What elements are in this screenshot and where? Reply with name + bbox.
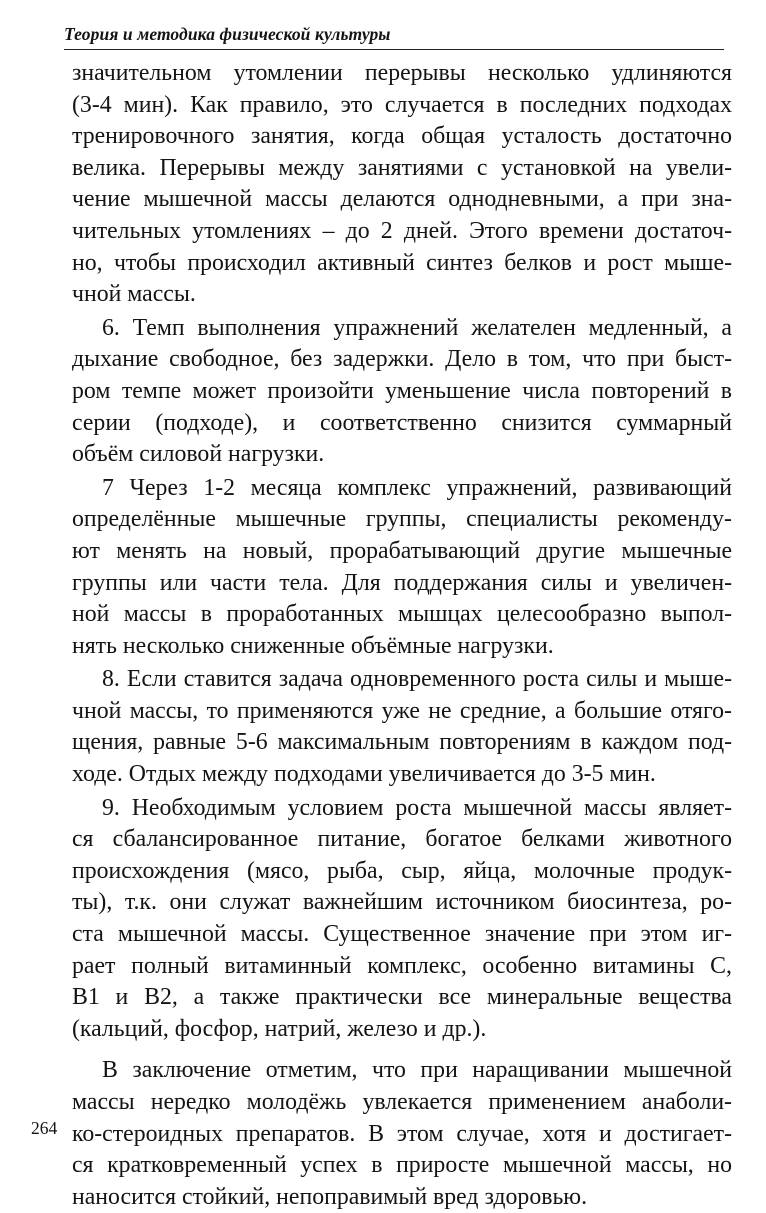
text-line: серии (подходе), и соответственно снизится суммарный bbox=[72, 409, 732, 436]
text-line: ходе. Отдых между подходами увеличивается до 3-5 мин. bbox=[72, 761, 656, 788]
text-line: чительных утомлениях – до 2 дней. Этого времени достаточ- bbox=[72, 217, 732, 244]
text-line: В заключение отметим, что при наращивании мышечной bbox=[102, 1057, 732, 1084]
header-rule bbox=[64, 49, 724, 50]
text-line: щения, равные 5-6 максимальным повторениям в каждом под- bbox=[72, 729, 732, 756]
text-line: чной массы. bbox=[72, 281, 196, 308]
text-line: ко-стероидных препаратов. В этом случае, хотя и достигает- bbox=[72, 1120, 732, 1147]
page-number: 264 bbox=[31, 1118, 58, 1138]
text-line: 6. Темп выполнения упражнений желателен медленный, а bbox=[102, 314, 732, 341]
text-line: наносится стойкий, непоправимый вред здоровью. bbox=[72, 1183, 588, 1210]
header-title: Теория и методика физической культуры bbox=[64, 24, 391, 44]
text-line: (3-4 мин). Как правило, это случается в последних подходах bbox=[72, 91, 732, 118]
text-line: 7 Через 1-2 месяца комплекс упражнений, развивающий bbox=[102, 474, 732, 501]
paragraph-item-9 bbox=[72, 793, 732, 1046]
text-line: ста мышечной массы. Существенное значение при этом иг- bbox=[72, 921, 732, 948]
text-line: тренировочного занятия, когда общая усталость достаточно bbox=[72, 123, 732, 150]
text-line: ром темпе может произойти уменьшение числа повторений в bbox=[72, 377, 732, 404]
text-line: ся сбалансированное питание, богатое белками животного bbox=[72, 826, 732, 853]
text-line: происхождения (мясо, рыба, сыр, яйца, молочные продук- bbox=[72, 857, 732, 884]
text-line: ты), т.к. они служат важнейшим источником биосинтеза, ро- bbox=[72, 889, 732, 916]
text-line: значительном утомлении перерывы несколько удлиняются bbox=[72, 60, 732, 86]
running-header bbox=[64, 24, 724, 54]
text-line: нять несколько сниженные объёмные нагрузки. bbox=[72, 632, 554, 659]
paragraph-item-7 bbox=[72, 473, 732, 663]
text-line: ся кратковременный успех в приросте мышечной массы, но bbox=[72, 1152, 732, 1179]
paragraph-item-8 bbox=[72, 664, 732, 790]
text-line: (кальций, фосфор, натрий, железо и др.). bbox=[72, 1015, 487, 1042]
text-line: группы или части тела. Для поддержания силы и увеличен- bbox=[72, 569, 732, 596]
text-line: В1 и В2, а также практически все минеральные вещества bbox=[72, 984, 732, 1011]
text-line: чной массы, то применяются уже не средние, а большие отяго- bbox=[72, 697, 732, 724]
paragraph-conclusion bbox=[72, 1055, 732, 1213]
text-line: дыхание свободное, без задержки. Дело в том, что при быст- bbox=[72, 346, 732, 373]
text-line: но, чтобы происходил активный синтез белков и рост мыше- bbox=[72, 249, 732, 276]
paragraph-continuation bbox=[72, 58, 732, 311]
paragraph-item-6 bbox=[72, 313, 732, 471]
text-line: велика. Перерывы между занятиями с установкой на увели- bbox=[72, 154, 732, 181]
text-line: чение мышечной массы делаются однодневными, а при зна- bbox=[72, 186, 732, 213]
text-line: объём силовой нагрузки. bbox=[72, 441, 325, 468]
text-line: определённые мышечные группы, специалисты рекоменду- bbox=[72, 506, 732, 533]
text-line: рает полный витаминный комплекс, особенно витамины С, bbox=[72, 952, 732, 979]
text-line: массы нередко молодёжь увлекается применением анаболи- bbox=[72, 1089, 732, 1115]
text-line: 9. Необходимым условием роста мышечной массы являет- bbox=[102, 794, 732, 821]
text-line: 8. Если ставится задача одновременного роста силы и мыше- bbox=[102, 666, 732, 693]
page-body bbox=[72, 58, 732, 1213]
text-line: ной массы в проработанных мышцах целесообразно выпол- bbox=[72, 601, 732, 628]
text-line: ют менять на новый, прорабатывающий другие мышечные bbox=[72, 537, 732, 564]
